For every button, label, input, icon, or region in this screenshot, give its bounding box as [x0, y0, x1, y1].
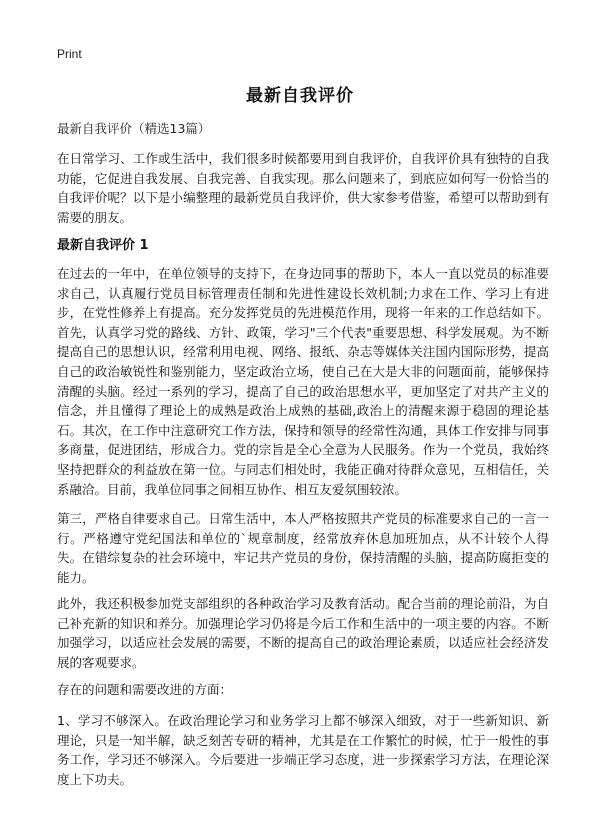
section1-paragraph-3: 此外，我还积极参加党支部组织的各种政治学习及教育活动。配合当前的理论前沿，为自己补充新的知识和养分。加强理论学习仍将是今后工作和生活中的一项主要的内容。不断加强学习，以适应社会发展的需要，不断的提高自己的政治理论素质，以适应社会经济发展的客观要求。 — [57, 596, 549, 670]
document-subtitle: 最新自我评价（精选13篇） — [57, 121, 211, 136]
print-label: Print — [57, 47, 82, 61]
section-heading: 最新自我评价 1 — [57, 238, 149, 253]
section1-paragraph-2: 第三，严格自律要求自己。日常生活中，本人严格按照共产党员的标准要求自己的一言一行。严格遵守党纪国法和单位的`规章制度，经常放弃休息加班加点，从不计较个人得失。在错综复杂的社会环境中，牢记共产党员的身份，保持清醒的头脑，提高防腐拒变的能力。 — [57, 511, 549, 585]
section1-paragraph-5: 1、学习不够深入。在政治理论学习和业务学习上都不够深入细致，对于一些新知识、新理论，只是一知半解，缺乏刻苦专研的精神，尤其是在工作繁忙的时候，忙于一般性的事务工作，学习还不够深入。今后要进一步端正学习态度，进一步探索学习方法，在理论深度上下功夫。 — [57, 713, 549, 787]
document-title: 最新自我评价 — [246, 86, 354, 106]
intro-paragraph: 在日常学习、工作或生活中，我们很多时候都要用到自我评价，自我评价具有独特的自我功能，它促进自我发展、自我完善、自我实现。那么问题来了，到底应如何写一份恰当的自我评价呢？以下是小编整理的最新党员自我评价，供大家参考借鉴，希望可以帮助到有需要的朋友。 — [57, 151, 549, 225]
section1-paragraph-4: 存在的问题和需要改进的方面： — [57, 682, 233, 697]
section1-paragraph-1: 在过去的一年中，在单位领导的支持下，在身边同事的帮助下，本人一直以党员的标准要求自己，认真履行党员目标管理责任制和先进性建设长效机制;力求在工作、学习上有进步，在党性修养上有提高。充分发挥党员的先进模范作用，现将一年来的工作总结如下。首先，认真学习党的路线、方针、政策，学习"三个代表"重要思想、科学发展观。为不断提高自己的思想认识，经常利用电视、网络、报纸、杂志等媒体关注国内国际形势，提高自己的政治敏锐性和鉴别能力，坚定政治立场，使自己在大是大非的问题面前，能够保持清醒的头脑。经过一系列的学习，提高了自己的政治思想水平，更加坚定了对共产主义的信念，并且懂得了理论上的成熟是政治上成熟的基础,政治上的清醒来源于稳固的理论基石。其次，在工作中注意研究工作方法，保持和领导的经常性沟通，具体工作安排与同事多商量，促进团结，形成合力。党的宗旨是全心全意为人民服务。作为一个党员，我始终坚持把群众的利益放在第一位。与同志们相处时，我能正确对待群众意见，互相信任，关系融洽。目前，我单位同事之间相互协作、相互友爱氛围较浓。 — [57, 266, 549, 497]
